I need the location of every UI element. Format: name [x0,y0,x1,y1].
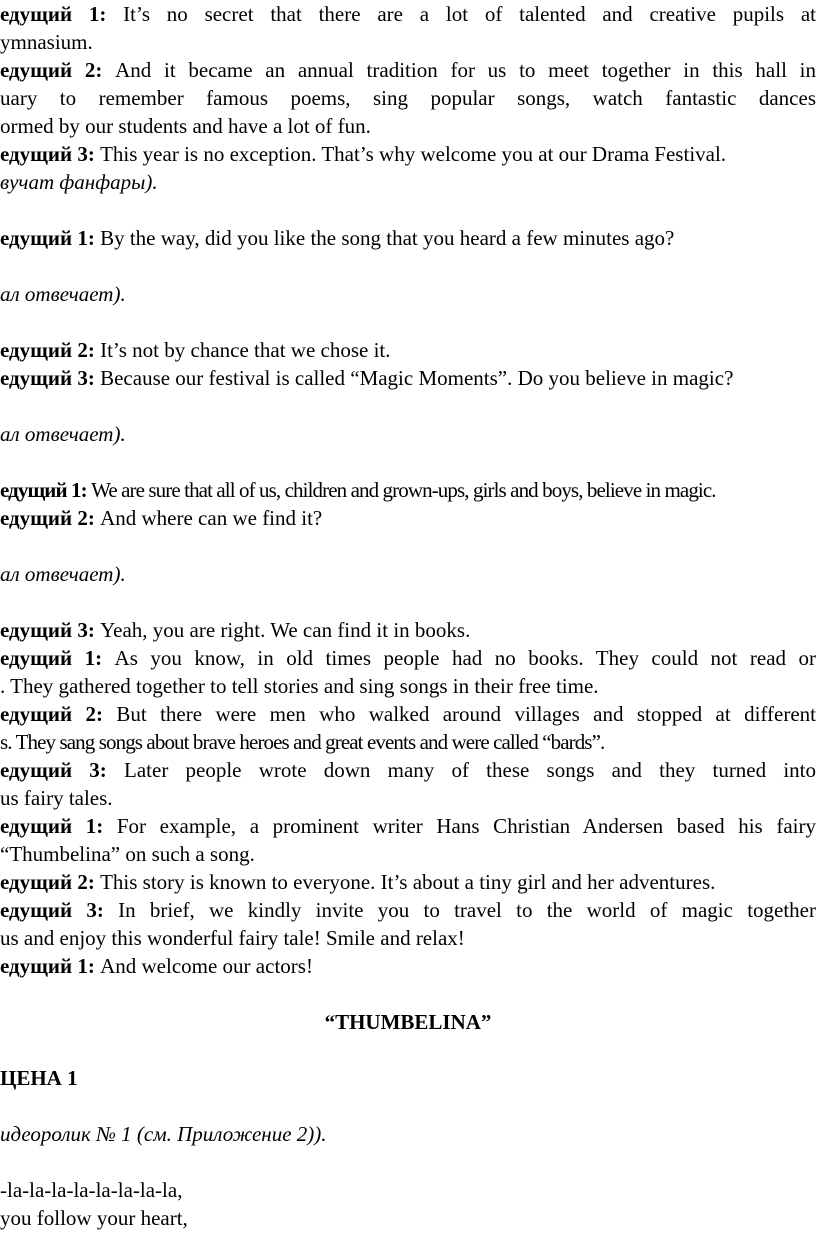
text-line [0,84,816,112]
text-line [0,280,816,308]
line-text: It’s no secret that there are a lot of talented and creative pupils at [106,2,816,26]
text-line [0,756,816,784]
text-line [0,420,816,448]
speaker-label: едущий 2: [0,58,103,82]
line-text: . They gathered together to tell stories and sing songs in their free time. [0,674,599,698]
text-line [0,700,816,728]
text-line [0,840,816,868]
speaker-label: едущий 1: [0,478,87,502]
text-line [0,168,816,196]
text-line [0,644,816,672]
text-line [0,868,816,896]
speaker-label: едущий 1: [0,954,95,978]
line-text: “Thumbelina” on such a song. [0,842,255,866]
speaker-label: едущий 1: [0,814,104,838]
text-line [0,672,816,700]
text-line [0,0,816,28]
line-text: ал отвечает). [0,422,126,446]
line-text: us fairy tales. [0,786,113,810]
text-line [0,336,816,364]
speaker-label: едущий 1: [0,226,95,250]
text-line [0,728,816,756]
line-text: We are sure that all of us, children and grown-ups, girls and boys, believe in magic. [86,478,716,502]
speaker-label: едущий 1: [0,646,103,670]
speaker-label: едущий 3: [0,366,95,390]
text-line [0,1120,816,1148]
line-text: ал отвечает). [0,282,126,306]
line-text: Because our festival is called “Magic Moments”. Do you believe in magic? [94,366,734,390]
line-text: Later people wrote down many of these songs and they turned into [106,758,816,782]
line-text: It’s not by chance that we chose it. [94,338,391,362]
scene-heading [0,1064,816,1092]
line-text: For example, a prominent writer Hans Christian Andersen based his fairy [103,814,816,838]
line-text: By the way, did you like the song that you heard a few minutes ago? [94,226,675,250]
speaker-label: едущий 3: [0,758,107,782]
line-text: ал отвечает). [0,562,126,586]
line-text: As you know, in old times people had no books. They could not read or [102,646,816,670]
line-text: In brief, we kindly invite you to travel to the world of magic together [103,898,816,922]
text-line [0,952,816,980]
line-text: uary to remember famous poems, sing popular songs, watch fantastic dances [0,86,816,110]
text-line [0,1204,816,1232]
speaker-label: едущий 2: [0,338,95,362]
line-text: идеоролик № 1 (см. Приложение 2)). [0,1122,327,1146]
text-line [0,56,816,84]
text-line [0,504,816,532]
text-line [0,476,816,504]
line-text: This story is known to everyone. It’s about a tiny girl and her adventures. [94,870,716,894]
text-line [0,112,816,140]
line-text: And it became an annual tradition for us to meet together in this hall in [102,58,816,82]
text-line [0,224,816,252]
text-line [0,1176,816,1204]
text-line [0,616,816,644]
text-line [0,140,816,168]
text-line [0,784,816,812]
line-text: вучат фанфары). [0,170,158,194]
line-text: And welcome our actors! [94,954,313,978]
line-text: ormed by our students and have a lot of fun. [0,114,371,138]
line-text: you follow your heart, [0,1206,188,1230]
line-text: But there were men who walked around villages and stopped at different [102,702,816,726]
speaker-label: едущий 2: [0,702,103,726]
line-text: This year is no exception. That’s why welcome you at our Drama Festival. [94,142,727,166]
speaker-label: едущий 3: [0,142,95,166]
play-title [0,1008,816,1036]
line-text: us and enjoy this wonderful fairy tale! Smile and relax! [0,926,465,950]
text-line [0,560,816,588]
speaker-label: едущий 3: [0,898,104,922]
line-text: -la-la-la-la-la-la-la-la, [0,1178,183,1202]
speaker-label: едущий 1: [0,2,107,26]
line-text: s. They sang songs about brave heroes and great events and were called “bards”. [0,730,605,754]
line-text: ymnasium. [0,30,93,54]
line-text: Yeah, you are right. We can find it in books. [94,618,471,642]
text-line [0,28,816,56]
speaker-label: едущий 3: [0,618,95,642]
text-line [0,924,816,952]
line-text: ЦЕНА 1 [0,1066,78,1090]
text-line [0,896,816,924]
speaker-label: едущий 2: [0,870,95,894]
speaker-label: едущий 2: [0,506,95,530]
line-text: And where can we find it? [94,506,323,530]
text-line [0,364,816,392]
line-text: “THUMBELINA” [324,1010,492,1034]
text-line [0,812,816,840]
